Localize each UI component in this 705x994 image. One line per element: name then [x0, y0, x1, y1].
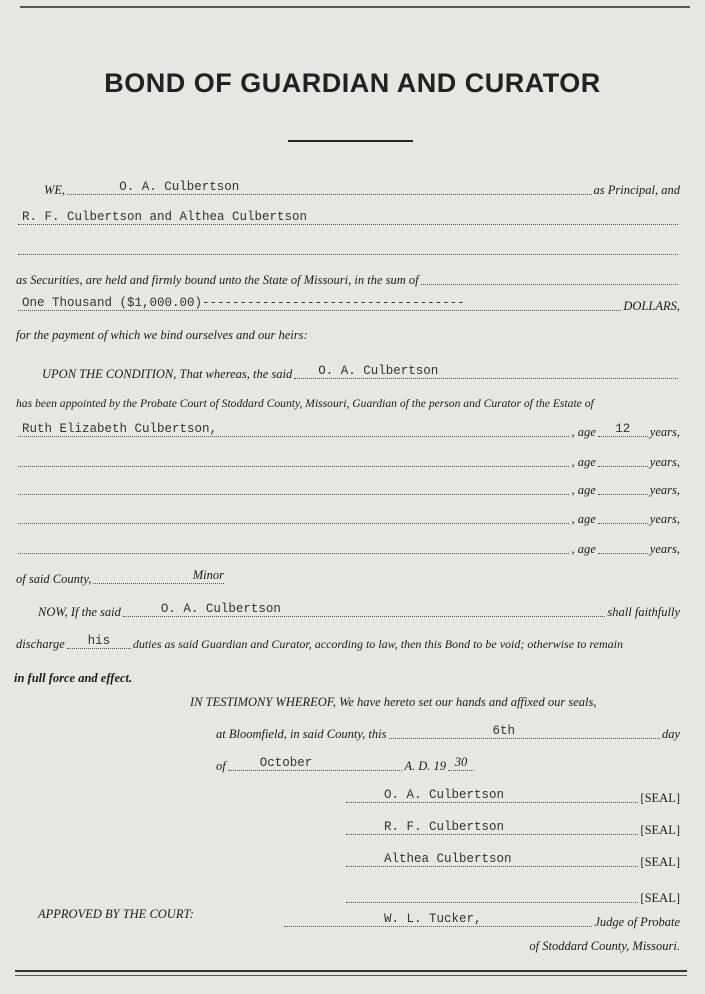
minor-row — [16, 476, 680, 498]
minor-field — [93, 568, 224, 584]
principal-name: O. A. Culbertson — [119, 180, 240, 194]
seal-label: [SEAL] — [640, 791, 680, 805]
securities-line — [16, 266, 680, 288]
principal-field — [67, 180, 591, 195]
we-label: WE, — [44, 183, 66, 197]
as-principal-label: as Principal, and — [593, 183, 680, 197]
minor-age — [598, 553, 648, 554]
county-line — [16, 565, 226, 587]
now-name: O. A. Culbertson — [160, 602, 281, 616]
day-field — [389, 724, 660, 739]
years-label: years, — [649, 425, 680, 439]
sureties-line — [16, 206, 680, 228]
signature-line — [344, 848, 680, 870]
minor-row — [16, 505, 680, 527]
seal-label: [SEAL] — [640, 855, 680, 869]
years-label: years, — [649, 455, 680, 469]
discharge-label: discharge — [16, 637, 65, 651]
age-label: , age — [571, 455, 596, 469]
county-label: of said County, — [16, 572, 92, 586]
minor-row — [16, 418, 680, 440]
minor-name-field — [18, 494, 569, 495]
day-label: day — [661, 727, 680, 741]
testimony-line — [190, 688, 682, 710]
sum-written: One Thousand ($1,000.00)----------------------------------- — [22, 296, 465, 310]
document-title: BOND OF GUARDIAN AND CURATOR — [104, 68, 601, 98]
years-label: years, — [649, 542, 680, 556]
minor-name: Ruth Elizabeth Culbertson, — [22, 422, 218, 436]
month-value: October — [259, 756, 313, 770]
approved-label: APPROVED BY THE COURT: — [38, 907, 194, 921]
signature-name: R. F. Culbertson — [384, 820, 505, 834]
county-footer-line — [470, 932, 680, 954]
age-label: , age — [571, 542, 596, 556]
judge-field — [284, 912, 592, 927]
condition-name: O. A. Culbertson — [318, 364, 439, 378]
faithfully-label: shall faithfully — [607, 605, 680, 619]
year-value: 30 — [448, 755, 474, 771]
minor-name-field — [18, 422, 569, 437]
force-text: in full force and effect. — [14, 671, 133, 685]
title-rule — [288, 140, 413, 142]
minor-row — [16, 448, 680, 470]
signature-line — [344, 816, 680, 838]
minor-value: Minor — [192, 568, 224, 582]
sum-field — [18, 296, 621, 311]
blank-field — [18, 254, 678, 255]
minor-age — [598, 494, 648, 495]
signature-name: O. A. Culbertson — [384, 788, 505, 802]
minor-name-field — [18, 523, 569, 524]
minor-name-field — [18, 466, 569, 467]
now-field — [123, 602, 606, 617]
now-label: NOW, If the said — [38, 605, 121, 619]
condition-field — [294, 364, 678, 379]
month-field — [228, 756, 403, 771]
month-line — [216, 752, 476, 774]
signature-name: Althea Culbertson — [384, 852, 512, 866]
securities-text: as Securities, are held and firmly bound unto the State of Missouri, in the sum of — [16, 273, 419, 287]
condition-text: UPON THE CONDITION, That whereas, the said — [42, 367, 293, 381]
now-line — [38, 598, 680, 620]
minor-name-field — [18, 553, 569, 554]
seal-label: [SEAL] — [640, 891, 680, 905]
at-text: at Bloomfield, in said County, this — [216, 727, 387, 741]
signature-field — [346, 902, 638, 903]
day-value: 6th — [492, 724, 516, 738]
signature-field — [346, 820, 638, 835]
principal-line — [44, 176, 680, 198]
bottom-border — [15, 970, 687, 972]
bottom-border-inner — [15, 975, 687, 976]
age-label: , age — [571, 425, 596, 439]
date-line — [216, 720, 680, 742]
age-label: , age — [571, 512, 596, 526]
minor-row — [16, 535, 680, 557]
of-label: of — [216, 759, 226, 773]
payment-line — [16, 321, 680, 343]
condition-line — [42, 360, 680, 382]
discharge-line — [16, 630, 680, 652]
signature-field — [346, 788, 638, 803]
judge-name: W. L. Tucker, — [384, 912, 482, 926]
county-footer: of Stoddard County, Missouri. — [529, 939, 680, 953]
ad-label: A. D. 19 — [404, 759, 446, 773]
approved-line — [38, 900, 238, 922]
years-label: years, — [649, 483, 680, 497]
top-border — [20, 6, 690, 11]
years-label: years, — [649, 512, 680, 526]
appointed-text: has been appointed by the Probate Court of Stoddard County, Missouri, Guardian of the person and Curator of the Estate of — [16, 397, 594, 410]
judge-label: Judge of Probate — [594, 915, 680, 929]
signature-field — [346, 852, 638, 867]
securities-dots — [421, 284, 678, 285]
signature-line — [344, 884, 680, 906]
minor-age: 12 — [598, 422, 648, 437]
pronoun: his — [67, 634, 131, 649]
blank-sureties-line — [16, 236, 680, 258]
appointed-line — [16, 388, 680, 410]
duties-text: duties as said Guardian and Curator, according to law, then this Bond to be void; otherwise to remain — [132, 637, 623, 651]
minor-age — [598, 466, 648, 467]
signature-line — [344, 784, 680, 806]
sum-line — [16, 292, 680, 314]
payment-text: for the payment of which we bind ourselves and our heirs: — [16, 328, 308, 342]
force-line — [14, 664, 678, 686]
dollars-label: DOLLARS, — [623, 299, 680, 313]
judge-line — [282, 908, 680, 930]
testimony-text: IN TESTIMONY WHEREOF, We have hereto set our hands and affixed our seals, — [190, 695, 597, 709]
seal-label: [SEAL] — [640, 823, 680, 837]
minor-age — [598, 523, 648, 524]
sureties-field — [18, 210, 678, 225]
sureties-names: R. F. Culbertson and Althea Culbertson — [22, 210, 308, 224]
age-label: , age — [571, 483, 596, 497]
